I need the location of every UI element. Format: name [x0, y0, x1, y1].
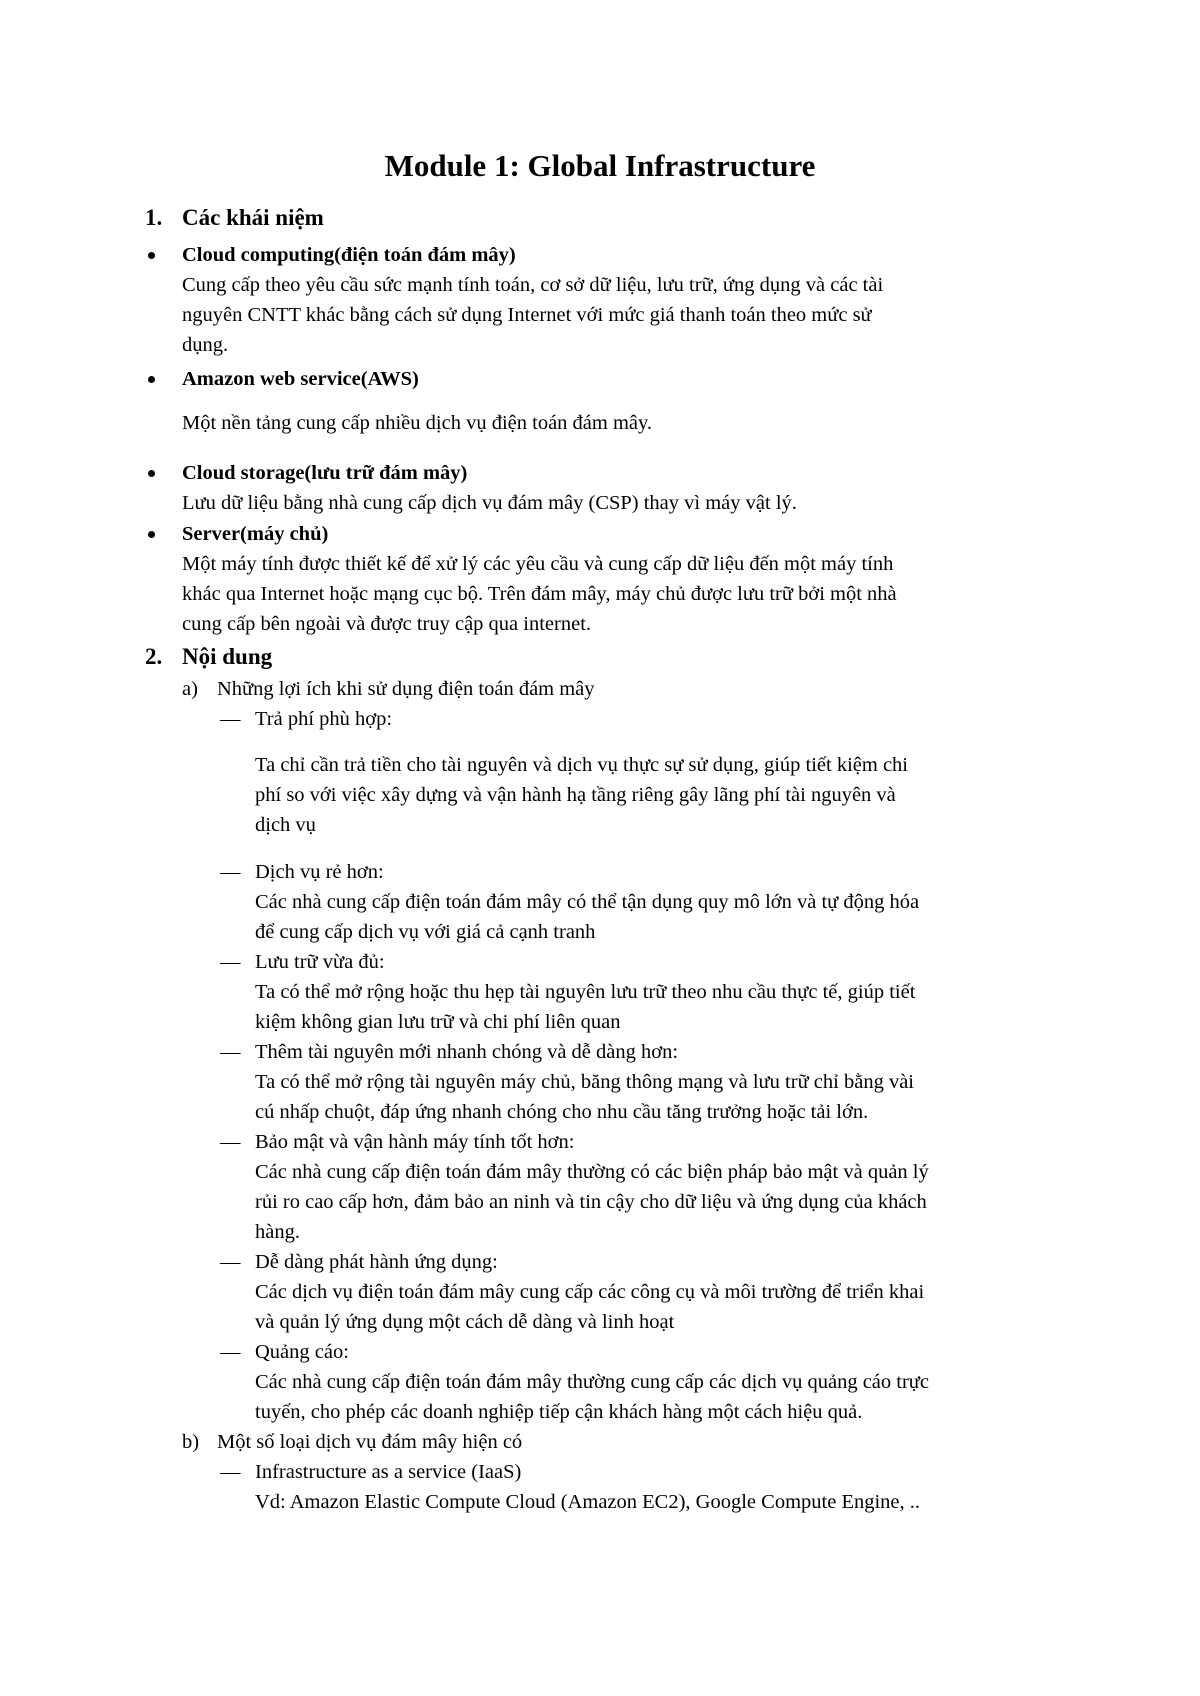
- text-line: dụng.: [182, 334, 229, 356]
- benefit-description: [255, 887, 919, 947]
- text-line: Các dịch vụ điện toán đám mây cung cấp các công cụ và môi trường để triển khai: [255, 1281, 925, 1303]
- text-line: dịch vụ: [255, 814, 316, 836]
- bullet-icon: [148, 376, 155, 383]
- text-line: hàng.: [255, 1221, 300, 1243]
- term-label: Server(máy chủ): [182, 523, 329, 545]
- text-line: cú nhấp chuột, đáp ứng nhanh chóng cho nhu cầu tăng trưởng hoặc tải lớn.: [255, 1101, 869, 1123]
- benefit-label: Thêm tài nguyên mới nhanh chóng và dễ dàng hơn:: [255, 1041, 679, 1063]
- term-description: [182, 549, 897, 639]
- dash-marker: —: [220, 951, 241, 973]
- dash-marker: —: [220, 861, 241, 883]
- text-line: cung cấp bên ngoài và được truy cập qua internet.: [182, 613, 592, 635]
- service-type-label: Infrastructure as a service (IaaS): [255, 1461, 522, 1483]
- text-line: khác qua Internet hoặc mạng cục bộ. Trên đám mây, máy chủ được lưu trữ bởi một nhà: [182, 583, 897, 605]
- bullet-icon: [148, 470, 155, 477]
- benefit-label: Lưu trữ vừa đủ:: [255, 951, 385, 973]
- subsection-title: Những lợi ích khi sử dụng điện toán đám mây: [217, 678, 595, 700]
- text-line: Một nền tảng cung cấp nhiều dịch vụ điện toán đám mây.: [182, 412, 653, 434]
- benefit-label: Dễ dàng phát hành ứng dụng:: [255, 1251, 498, 1273]
- service-type-example: [255, 1487, 920, 1517]
- text-line: Lưu dữ liệu bằng nhà cung cấp dịch vụ đám mây (CSP) thay vì máy vật lý.: [182, 492, 797, 514]
- text-line: rủi ro cao cấp hơn, đảm bảo an ninh và tin cậy cho dữ liệu và ứng dụng của khách: [255, 1191, 927, 1213]
- text-line: nguyên CNTT khác bằng cách sử dụng Internet với mức giá thanh toán theo mức sử: [182, 304, 872, 326]
- benefit-description: [255, 1367, 929, 1427]
- section-title: Các khái niệm: [182, 205, 324, 230]
- text-line: Ta có thể mở rộng tài nguyên máy chủ, băng thông mạng và lưu trữ chỉ bằng vài: [255, 1071, 914, 1093]
- dash-marker: —: [220, 1131, 241, 1153]
- term-description: [182, 408, 652, 438]
- text-line: Một máy tính được thiết kế để xử lý các yêu cầu và cung cấp dữ liệu đến một máy tính: [182, 553, 894, 575]
- text-line: Cung cấp theo yêu cầu sức mạnh tính toán, cơ sở dữ liệu, lưu trữ, ứng dụng và các tài: [182, 274, 884, 296]
- benefit-label: Bảo mật và vận hành máy tính tốt hơn:: [255, 1131, 575, 1153]
- dash-marker: —: [220, 1251, 241, 1273]
- text-line: Các nhà cung cấp điện toán đám mây có thể tận dụng quy mô lớn và tự động hóa: [255, 891, 920, 913]
- page-title: Module 1: Global Infrastructure: [384, 148, 816, 183]
- dash-marker: —: [220, 708, 241, 730]
- term-label: Cloud computing(điện toán đám mây): [182, 244, 516, 266]
- text-line: phí so với việc xây dựng và vận hành hạ tầng riêng gây lãng phí tài nguyên và: [255, 784, 896, 806]
- benefit-description: [255, 1157, 929, 1247]
- section-title: Nội dung: [182, 644, 273, 669]
- benefit-description: [255, 750, 908, 840]
- text-line: Ta có thể mở rộng hoặc thu hẹp tài nguyên lưu trữ theo nhu cầu thực tế, giúp tiết: [255, 981, 916, 1003]
- text-line: Các nhà cung cấp điện toán đám mây thường có các biện pháp bảo mật và quản lý: [255, 1161, 929, 1183]
- term-description: [182, 488, 797, 518]
- text-line: Vd: Amazon Elastic Compute Cloud (Amazon EC2), Google Compute Engine, ..: [255, 1491, 921, 1513]
- text-line: để cung cấp dịch vụ với giá cả cạnh tranh: [255, 921, 596, 943]
- section-number: 1.: [145, 205, 163, 230]
- benefit-label: Quảng cáo:: [255, 1341, 349, 1363]
- subsection-title: Một số loại dịch vụ đám mây hiện có: [217, 1431, 523, 1453]
- subsection-marker: a): [182, 678, 198, 700]
- term-label: Amazon web service(AWS): [182, 368, 419, 390]
- dash-marker: —: [220, 1041, 241, 1063]
- term-label: Cloud storage(lưu trữ đám mây): [182, 462, 468, 484]
- bullet-icon: [148, 531, 155, 538]
- text-line: Ta chỉ cần trả tiền cho tài nguyên và dịch vụ thực sự sử dụng, giúp tiết kiệm chi: [255, 754, 908, 776]
- subsection-marker: b): [182, 1431, 200, 1453]
- dash-marker: —: [220, 1341, 241, 1363]
- dash-marker: —: [220, 1461, 241, 1483]
- benefit-description: [255, 1277, 924, 1337]
- section-number: 2.: [145, 644, 163, 669]
- bullet-icon: [148, 252, 155, 259]
- text-line: Các nhà cung cấp điện toán đám mây thường cung cấp các dịch vụ quảng cáo trực: [255, 1371, 930, 1393]
- benefit-label: Trả phí phù hợp:: [255, 708, 393, 730]
- benefit-description: [255, 1067, 914, 1127]
- benefit-label: Dịch vụ rẻ hơn:: [255, 861, 384, 883]
- benefit-description: [255, 977, 915, 1037]
- text-line: kiệm không gian lưu trữ và chi phí liên quan: [255, 1011, 621, 1033]
- text-line: và quản lý ứng dụng một cách dễ dàng và linh hoạt: [255, 1311, 675, 1333]
- term-description: [182, 270, 883, 360]
- text-line: tuyến, cho phép các doanh nghiệp tiếp cận khách hàng một cách hiệu quả.: [255, 1401, 863, 1423]
